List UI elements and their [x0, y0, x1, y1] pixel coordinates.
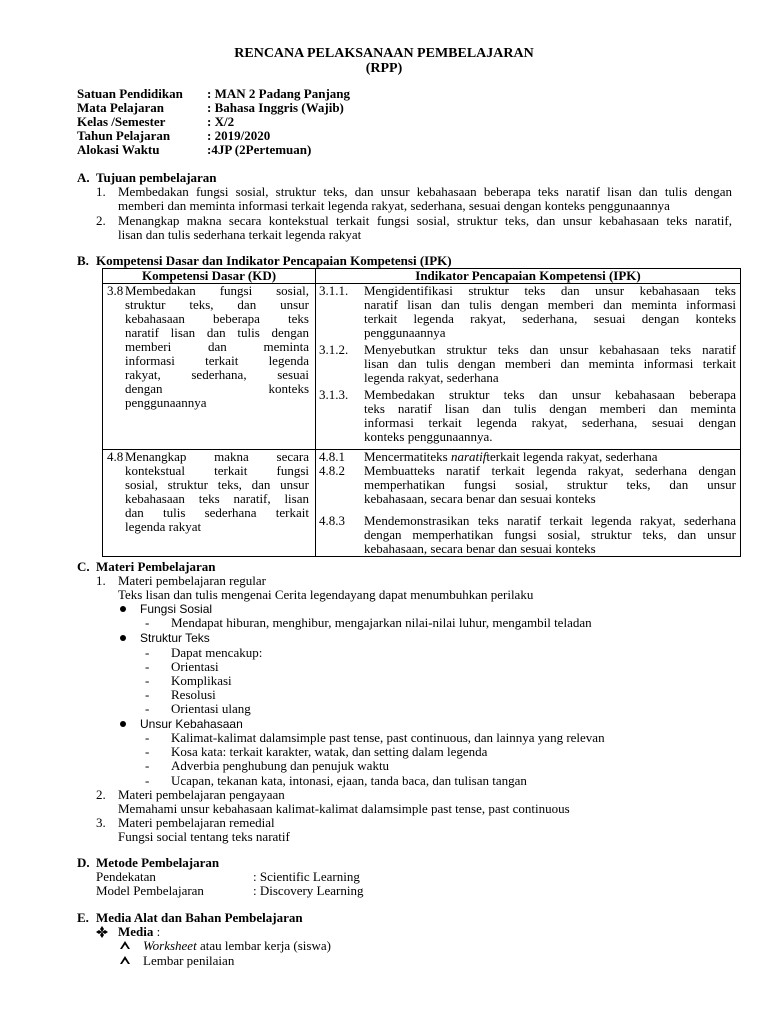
group-item: Orientasi ulang [171, 701, 251, 716]
group-title: Struktur Teks [140, 631, 210, 645]
bullet-icon [120, 721, 126, 727]
objective-line: Membedakan fungsi sosial, struktur teks, dan unsur kebahasaan beberapa teks naratif lisan dan tulis dengan [118, 184, 732, 199]
materi-title: Materi pembelajaran regular [118, 573, 266, 588]
identity-row: Satuan Pendidikan : MAN 2 Padang Panjang [77, 86, 351, 101]
kd-number: 4.8 [107, 449, 124, 464]
identity-row: Alokasi Waktu :4JP (2Pertemuan) [77, 142, 312, 157]
column-header-ipk: Indikator Pencapaian Kompetensi (IPK) [316, 269, 741, 284]
dash-icon: - [145, 615, 150, 630]
ipk-number: 3.1.2. [319, 342, 349, 357]
section-c-heading: Materi Pembelajaran [96, 559, 216, 574]
section-b-heading: Kompetensi Dasar dan Indikator Pencapaian Kompetensi (IPK) [96, 253, 452, 268]
identity-block [77, 87, 477, 159]
bullet-icon [120, 606, 126, 612]
group-item: Komplikasi [171, 673, 232, 688]
dash-icon: - [145, 687, 150, 702]
kd-text: Menangkap makna secara kontekstual terkait fungsi sosial, struktur teks, dan unsur kebahasaan teks naratif, lisan dan tulis sederhana terkait legenda rakyat [125, 449, 309, 534]
title-line-1: RENCANA PELAKSANAAN PEMBELAJARAN [234, 46, 534, 61]
dash-icon: - [145, 730, 150, 745]
dash-icon: - [145, 744, 150, 759]
dash-icon: - [145, 673, 150, 688]
column-header-kd: Kompetensi Dasar (KD) [103, 269, 316, 284]
kd-text: Membedakan fungsi sosial, struktur teks, dan unsur kebahasaan beberapa teks naratif lisan dan tulis dengan memberi dan meminta informasi terkait legenda rakyat, sederhana, sesuai dengan konteks penggunaannya [125, 283, 309, 410]
section-a-heading: Tujuan pembelajaran [96, 170, 217, 185]
table-header-row [103, 269, 741, 284]
ipk-item: 3.1.1. Mengidentifikasi struktur teks dan unsur kebahasaan teks naratif lisan dan tulis dengan memberi dan meminta informasi terkait legenda rakyat, sederhana, sesuai dengan konteks penggunaannya [319, 283, 736, 340]
objective-line: lisan dan tulis sederhana terkait legenda rakyat [118, 227, 362, 242]
materi-desc: Memahami unsur kebahasaan kalimat-kalimat dalamsimple past tense, past continuous [118, 801, 570, 816]
media-item: Worksheet atau lembar kerja (siswa) [143, 938, 331, 953]
title-line-2: (RPP) [365, 61, 403, 76]
table-row [103, 284, 741, 450]
method-label: Model Pembelajaran [96, 883, 204, 898]
bullet-icon [120, 635, 126, 641]
caret-bullet-icon [120, 941, 130, 950]
kd-cell [103, 284, 316, 450]
group-item: Kalimat-kalimat dalamsimple past tense, past continuous, dan lainnya yang relevan [171, 730, 605, 745]
competency-table [102, 268, 741, 557]
section-d-letter: D. [77, 855, 90, 870]
materi-title: Materi pembelajaran pengayaan [118, 787, 285, 802]
materi-desc: Fungsi social tentang teks naratif [118, 829, 290, 844]
section-a-letter: A. [77, 170, 90, 185]
document-title [0, 46, 768, 76]
dash-icon: - [145, 701, 150, 716]
ipk-number: 4.8.1 [319, 449, 345, 464]
identity-row: Tahun Pelajaran : 2019/2020 [77, 128, 271, 143]
ipk-number: 4.8.3 [319, 513, 345, 528]
method-label: Pendekatan [96, 869, 156, 884]
ipk-number: 3.1.1. [319, 283, 349, 298]
ipk-item: 4.8.3 Mendemonstrasikan teks naratif terkait legenda rakyat, sederhana dengan memperhatikan fungsi sosial, struktur teks, dan unsur kebahasaan, secara benar dan sesuai konteks [319, 513, 736, 556]
ipk-item: 4.8.1 Mencermatiteks naratifterkait legenda rakyat, sederhana [319, 449, 658, 464]
materi-desc: Teks lisan dan tulis mengenai Cerita legendayang dapat menumbuhkan perilaku [118, 587, 534, 602]
identity-row: Kelas /Semester : X/2 [77, 114, 235, 129]
section-e-heading: Media Alat dan Bahan Pembelajaran [96, 910, 303, 925]
identity-row: Mata Pelajaran : Bahasa Inggris (Wajib) [77, 100, 344, 115]
ipk-item: 3.1.2. Menyebutkan struktur teks dan unsur kebahasaan teks naratif lisan dan tulis dengan memberi dan meminta informasi terkait legenda rakyat, sederhana [319, 342, 736, 385]
group-item: Kosa kata: terkait karakter, watak, dan setting dalam legenda [171, 744, 488, 759]
diamond-bullet-icon [96, 926, 108, 938]
ipk-cell [316, 284, 741, 450]
group-item: Mendapat hiburan, menghibur, mengajarkan nilai-nilai luhur, mengambil teladan [171, 615, 592, 630]
section-c-letter: C. [77, 559, 90, 574]
media-heading: Media : [118, 924, 161, 939]
ipk-item: 3.1.3. Membedakan struktur teks dan unsur kebahasaan beberapa teks naratif lisan dan tulis dengan memberi dan meminta informasi terkait legenda rakyat, sederhana, sesuai dengan konteks penggunaannya. [319, 387, 736, 444]
dash-icon: - [145, 773, 150, 788]
materi-title: Materi pembelajaran remedial [118, 815, 275, 830]
group-item: Dapat mencakup: [171, 645, 263, 660]
objective-number: 1. [96, 184, 106, 199]
kd-cell [103, 450, 316, 557]
objective-line: Menangkap makna secara kontekstual terkait fungsi sosial, struktur teks, dan unsur kebahasaan teks naratif, [118, 213, 732, 228]
group-item: Orientasi [171, 659, 219, 674]
method-value: : Scientific Learning [253, 869, 360, 884]
ipk-item: 4.8.2 Membuatteks naratif terkait legenda rakyat, sederhana dengan memperhatikan fungsi sosial, struktur teks, dan unsur kebahasaan, secara benar dan sesuai konteks [319, 463, 736, 506]
group-title: Fungsi Sosial [140, 602, 213, 616]
media-item: Lembar penilaian [143, 953, 235, 968]
group-item: Resolusi [171, 687, 216, 702]
objective-number: 2. [96, 213, 106, 228]
objective-line: memberi dan meminta informasi terkait legenda rakyat, sederhana, sesuai dengan konteks penggunaannya [118, 198, 670, 213]
group-item: Ucapan, tekanan kata, intonasi, ejaan, tanda baca, dan tulisan tangan [171, 773, 527, 788]
caret-bullet-icon [120, 956, 130, 965]
materi-number: 3. [96, 815, 106, 830]
section-e-letter: E. [77, 910, 89, 925]
table-row [103, 450, 741, 557]
ipk-number: 3.1.3. [319, 387, 349, 402]
dash-icon: - [145, 659, 150, 674]
section-d-heading: Metode Pembelajaran [96, 855, 220, 870]
group-title: Unsur Kebahasaan [140, 717, 243, 731]
materi-number: 2. [96, 787, 106, 802]
kd-number: 3.8 [107, 283, 124, 298]
ipk-number: 4.8.2 [319, 463, 345, 478]
dash-icon: - [145, 758, 150, 773]
method-value: : Discovery Learning [253, 883, 364, 898]
materi-number: 1. [96, 573, 106, 588]
section-b-letter: B. [77, 253, 89, 268]
dash-icon: - [145, 645, 150, 660]
group-item: Adverbia penghubung dan penujuk waktu [171, 758, 390, 773]
ipk-cell [316, 450, 741, 557]
